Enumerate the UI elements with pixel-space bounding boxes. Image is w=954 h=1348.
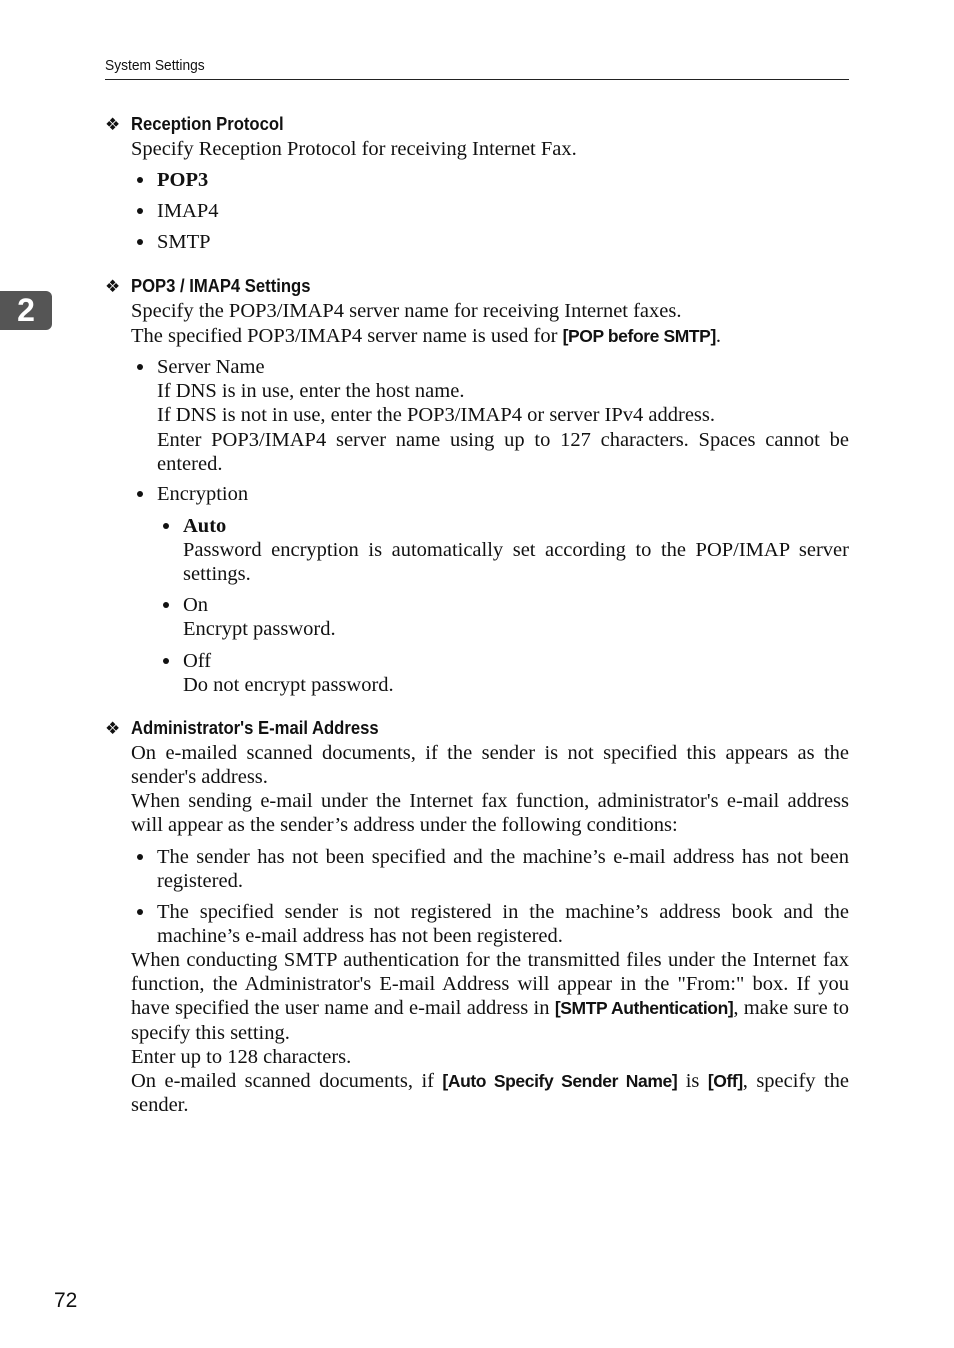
bullet-icon — [137, 854, 143, 860]
reception-intro: Specify Reception Protocol for receiving Internet Fax. — [131, 138, 577, 160]
pop3-imap4-heading: ❖ POP3 / IMAP4 Settings — [105, 274, 330, 299]
pop3-intro-line1: Specify the POP3/IMAP4 server name for receiving Internet faxes. — [131, 300, 682, 322]
smtp-authentication-ref: [SMTP Authentication] — [554, 998, 734, 1019]
diamond-bullet-icon: ❖ — [105, 719, 121, 738]
encryption-label: Encryption — [157, 483, 249, 505]
bullet-icon — [137, 364, 143, 370]
admin-para1: On e-mailed scanned documents, if the sender is not specified this appears as the sender's address. — [131, 742, 849, 789]
encryption-on-desc: Encrypt password. — [183, 618, 336, 641]
server-name-line2: If DNS is not in use, enter the POP3/IMAP4 or server IPv4 address. — [157, 404, 715, 427]
admin-email-heading: ❖ Administrator's E-mail Address — [105, 716, 406, 741]
bullet-icon — [163, 602, 169, 608]
encryption-off-desc: Do not encrypt password. — [183, 674, 394, 697]
encryption-auto-item — [183, 514, 849, 587]
off-ref: [Off] — [707, 1071, 743, 1091]
auto-specify-sender-name-ref: [Auto Specify Sender Name] — [442, 1071, 678, 1091]
admin-para4: Enter up to 128 characters. — [131, 1046, 352, 1068]
admin-condition-1: The sender has not been specified and the machine’s e-mail address has not been registered. — [157, 846, 849, 893]
option-imap4: IMAP4 — [157, 200, 219, 222]
server-name-line3: Enter POP3/IMAP4 server name using up to 127 characters. Spaces cannot be entered. — [157, 428, 849, 475]
encryption-off-label: Off — [183, 650, 212, 672]
admin-para5: On e-mailed scanned documents, if [Auto Specify Sender Name] is [Off], specify the sender. — [131, 1070, 849, 1117]
pop3-intro-line2: The specified POP3/IMAP4 server name is used for [POP before SMTP]. — [131, 325, 722, 347]
bullet-icon — [137, 491, 143, 497]
server-name-item — [157, 355, 849, 476]
encryption-on-item — [183, 593, 849, 641]
admin-condition-2: The specified sender is not registered in the machine’s address book and the machine’s e-mail address has not been registered. — [157, 901, 849, 948]
page-number: 72 — [54, 1289, 78, 1312]
diamond-bullet-icon: ❖ — [105, 115, 121, 134]
option-smtp: SMTP — [157, 231, 211, 253]
encryption-auto-label: Auto — [183, 515, 227, 537]
encryption-auto-desc: Password encryption is automatically set according to the POP/IMAP server settings. — [183, 539, 849, 586]
option-pop3: POP3 — [157, 169, 209, 191]
diamond-bullet-icon: ❖ — [105, 277, 121, 296]
bullet-icon — [137, 909, 143, 915]
admin-para3: When conducting SMTP authentication for the transmitted files under the Internet fax function, the Administrator's E-mail Address will appear in the "From:" box. If you have specified the user name and e-mail address in [SMTP Authentication], make sure to specify this setting. — [131, 949, 849, 1044]
reception-protocol-heading: ❖ Reception Protocol — [105, 112, 301, 137]
pop-before-smtp-ref: [POP before SMTP] — [562, 326, 716, 346]
header-rule — [105, 79, 849, 80]
server-name-label: Server Name — [157, 356, 265, 378]
running-header: System Settings — [105, 57, 205, 74]
bullet-icon — [137, 177, 143, 183]
bullet-icon — [137, 239, 143, 245]
chapter-tab: 2 — [0, 291, 52, 330]
bullet-icon — [137, 208, 143, 214]
encryption-off-item — [183, 649, 849, 697]
encryption-on-label: On — [183, 594, 209, 616]
bullet-icon — [163, 523, 169, 529]
server-name-line1: If DNS is in use, enter the host name. — [157, 380, 465, 403]
admin-para2: When sending e-mail under the Internet fax function, administrator's e-mail address will appear as the sender’s address under the following conditions: — [131, 790, 849, 837]
bullet-icon — [163, 658, 169, 664]
